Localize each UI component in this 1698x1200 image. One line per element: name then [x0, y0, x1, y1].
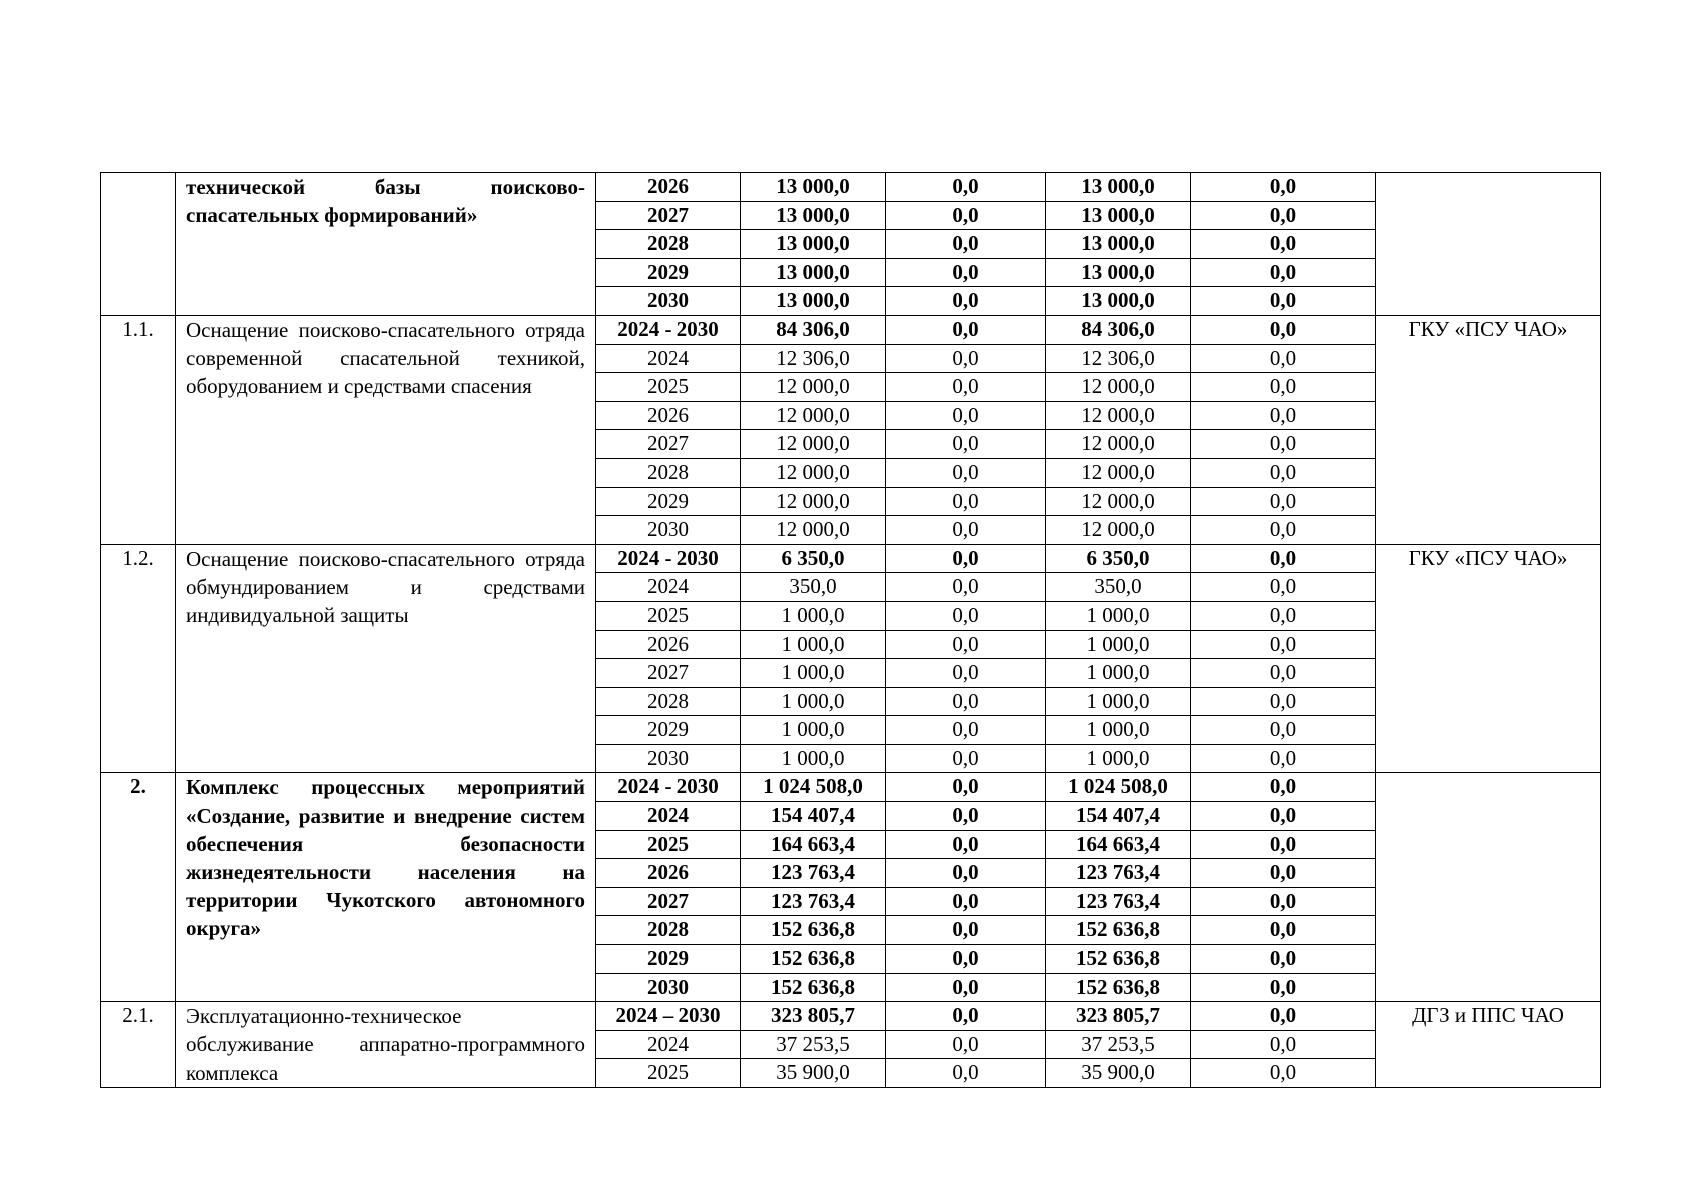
other-sources-cell: 0,0 [1191, 201, 1376, 230]
table-row [101, 315, 1601, 344]
federal-budget-cell: 0,0 [886, 630, 1046, 659]
regional-budget-cell: 1 000,0 [1046, 630, 1191, 659]
period-cell: 2027 [596, 201, 741, 230]
responsible-executor-cell: ГКУ «ПСУ ЧАО» [1376, 544, 1601, 773]
federal-budget-cell: 0,0 [886, 716, 1046, 745]
period-cell: 2026 [596, 173, 741, 202]
other-sources-cell: 0,0 [1191, 887, 1376, 916]
other-sources-cell: 0,0 [1191, 287, 1376, 316]
federal-budget-cell: 0,0 [886, 544, 1046, 573]
federal-budget-cell: 0,0 [886, 373, 1046, 402]
responsible-executor-cell [1376, 773, 1601, 1002]
regional-budget-cell: 13 000,0 [1046, 230, 1191, 259]
regional-budget-cell: 13 000,0 [1046, 201, 1191, 230]
total-amount-cell: 152 636,8 [741, 973, 886, 1002]
table-row [101, 1002, 1601, 1031]
regional-budget-cell: 323 805,7 [1046, 1002, 1191, 1031]
period-cell: 2024 - 2030 [596, 773, 741, 802]
total-amount-cell: 152 636,8 [741, 945, 886, 974]
total-amount-cell: 13 000,0 [741, 173, 886, 202]
other-sources-cell: 0,0 [1191, 544, 1376, 573]
period-cell: 2025 [596, 601, 741, 630]
period-cell: 2028 [596, 916, 741, 945]
regional-budget-cell: 13 000,0 [1046, 173, 1191, 202]
period-cell: 2024 [596, 344, 741, 373]
period-cell: 2024 - 2030 [596, 315, 741, 344]
period-cell: 2029 [596, 945, 741, 974]
other-sources-cell: 0,0 [1191, 173, 1376, 202]
responsible-executor-cell: ДГЗ и ППС ЧАО [1376, 1002, 1601, 1088]
regional-budget-cell: 12 000,0 [1046, 487, 1191, 516]
other-sources-cell: 0,0 [1191, 601, 1376, 630]
regional-budget-cell: 6 350,0 [1046, 544, 1191, 573]
regional-budget-cell: 152 636,8 [1046, 916, 1191, 945]
total-amount-cell: 12 000,0 [741, 401, 886, 430]
item-description-cell: Оснащение поисково-спасательного отряда обмундированием и средствами индивидуальной защиты [176, 544, 596, 773]
total-amount-cell: 84 306,0 [741, 315, 886, 344]
item-description-cell: Оснащение поисково-спасательного отряда современной спасательной техникой, оборудованием и средствами спасения [176, 315, 596, 544]
other-sources-cell: 0,0 [1191, 230, 1376, 259]
period-cell: 2028 [596, 230, 741, 259]
regional-budget-cell: 350,0 [1046, 573, 1191, 602]
total-amount-cell: 1 000,0 [741, 630, 886, 659]
other-sources-cell: 0,0 [1191, 773, 1376, 802]
regional-budget-cell: 13 000,0 [1046, 258, 1191, 287]
period-cell: 2030 [596, 973, 741, 1002]
regional-budget-cell: 1 000,0 [1046, 601, 1191, 630]
federal-budget-cell: 0,0 [886, 887, 1046, 916]
financing-table [100, 172, 1601, 1088]
table-row [101, 544, 1601, 573]
other-sources-cell: 0,0 [1191, 716, 1376, 745]
federal-budget-cell: 0,0 [886, 687, 1046, 716]
total-amount-cell: 1 000,0 [741, 744, 886, 773]
other-sources-cell: 0,0 [1191, 516, 1376, 545]
regional-budget-cell: 1 000,0 [1046, 659, 1191, 688]
other-sources-cell: 0,0 [1191, 945, 1376, 974]
period-cell: 2030 [596, 287, 741, 316]
period-cell: 2027 [596, 659, 741, 688]
federal-budget-cell: 0,0 [886, 315, 1046, 344]
total-amount-cell: 1 000,0 [741, 601, 886, 630]
federal-budget-cell: 0,0 [886, 401, 1046, 430]
regional-budget-cell: 12 000,0 [1046, 430, 1191, 459]
total-amount-cell: 152 636,8 [741, 916, 886, 945]
other-sources-cell: 0,0 [1191, 458, 1376, 487]
federal-budget-cell: 0,0 [886, 344, 1046, 373]
federal-budget-cell: 0,0 [886, 258, 1046, 287]
regional-budget-cell: 123 763,4 [1046, 887, 1191, 916]
total-amount-cell: 1 024 508,0 [741, 773, 886, 802]
other-sources-cell: 0,0 [1191, 802, 1376, 831]
total-amount-cell: 13 000,0 [741, 258, 886, 287]
regional-budget-cell: 1 024 508,0 [1046, 773, 1191, 802]
federal-budget-cell: 0,0 [886, 487, 1046, 516]
total-amount-cell: 123 763,4 [741, 887, 886, 916]
federal-budget-cell: 0,0 [886, 744, 1046, 773]
federal-budget-cell: 0,0 [886, 945, 1046, 974]
item-number-cell: 1.1. [101, 315, 176, 544]
table-row [101, 173, 1601, 202]
total-amount-cell: 12 000,0 [741, 458, 886, 487]
regional-budget-cell: 12 306,0 [1046, 344, 1191, 373]
total-amount-cell: 323 805,7 [741, 1002, 886, 1031]
federal-budget-cell: 0,0 [886, 830, 1046, 859]
responsible-executor-cell [1376, 173, 1601, 316]
federal-budget-cell: 0,0 [886, 1030, 1046, 1059]
regional-budget-cell: 1 000,0 [1046, 687, 1191, 716]
item-number-cell: 2. [101, 773, 176, 1002]
total-amount-cell: 37 253,5 [741, 1030, 886, 1059]
total-amount-cell: 35 900,0 [741, 1059, 886, 1088]
federal-budget-cell: 0,0 [886, 802, 1046, 831]
other-sources-cell: 0,0 [1191, 687, 1376, 716]
other-sources-cell: 0,0 [1191, 1059, 1376, 1088]
total-amount-cell: 123 763,4 [741, 859, 886, 888]
regional-budget-cell: 35 900,0 [1046, 1059, 1191, 1088]
federal-budget-cell: 0,0 [886, 430, 1046, 459]
period-cell: 2024 [596, 573, 741, 602]
period-cell: 2024 [596, 1030, 741, 1059]
regional-budget-cell: 84 306,0 [1046, 315, 1191, 344]
other-sources-cell: 0,0 [1191, 973, 1376, 1002]
federal-budget-cell: 0,0 [886, 573, 1046, 602]
period-cell: 2026 [596, 630, 741, 659]
other-sources-cell: 0,0 [1191, 373, 1376, 402]
federal-budget-cell: 0,0 [886, 516, 1046, 545]
regional-budget-cell: 12 000,0 [1046, 401, 1191, 430]
total-amount-cell: 1 000,0 [741, 687, 886, 716]
item-description-cell: Комплекс процессных мероприятий «Создание, развитие и внедрение систем обеспечения безопасности жизнедеятельности населения на территории Чукотского автономного округа» [176, 773, 596, 1002]
other-sources-cell: 0,0 [1191, 859, 1376, 888]
period-cell: 2030 [596, 516, 741, 545]
item-description-cell: технической базы поисково-спасательных формирований» [176, 173, 596, 316]
total-amount-cell: 13 000,0 [741, 230, 886, 259]
federal-budget-cell: 0,0 [886, 173, 1046, 202]
other-sources-cell: 0,0 [1191, 573, 1376, 602]
table-row [101, 773, 1601, 802]
table-body [101, 173, 1601, 1088]
period-cell: 2029 [596, 716, 741, 745]
other-sources-cell: 0,0 [1191, 1002, 1376, 1031]
period-cell: 2027 [596, 887, 741, 916]
regional-budget-cell: 154 407,4 [1046, 802, 1191, 831]
period-cell: 2029 [596, 258, 741, 287]
period-cell: 2025 [596, 373, 741, 402]
other-sources-cell: 0,0 [1191, 1030, 1376, 1059]
period-cell: 2026 [596, 401, 741, 430]
regional-budget-cell: 1 000,0 [1046, 716, 1191, 745]
period-cell: 2025 [596, 830, 741, 859]
period-cell: 2024 - 2030 [596, 544, 741, 573]
regional-budget-cell: 37 253,5 [1046, 1030, 1191, 1059]
other-sources-cell: 0,0 [1191, 630, 1376, 659]
regional-budget-cell: 152 636,8 [1046, 945, 1191, 974]
total-amount-cell: 12 000,0 [741, 487, 886, 516]
federal-budget-cell: 0,0 [886, 659, 1046, 688]
total-amount-cell: 1 000,0 [741, 716, 886, 745]
regional-budget-cell: 123 763,4 [1046, 859, 1191, 888]
regional-budget-cell: 13 000,0 [1046, 287, 1191, 316]
period-cell: 2026 [596, 859, 741, 888]
total-amount-cell: 13 000,0 [741, 201, 886, 230]
federal-budget-cell: 0,0 [886, 859, 1046, 888]
federal-budget-cell: 0,0 [886, 201, 1046, 230]
federal-budget-cell: 0,0 [886, 601, 1046, 630]
period-cell: 2025 [596, 1059, 741, 1088]
responsible-executor-cell: ГКУ «ПСУ ЧАО» [1376, 315, 1601, 544]
total-amount-cell: 12 000,0 [741, 373, 886, 402]
other-sources-cell: 0,0 [1191, 401, 1376, 430]
total-amount-cell: 12 000,0 [741, 516, 886, 545]
total-amount-cell: 154 407,4 [741, 802, 886, 831]
federal-budget-cell: 0,0 [886, 230, 1046, 259]
federal-budget-cell: 0,0 [886, 287, 1046, 316]
total-amount-cell: 13 000,0 [741, 287, 886, 316]
other-sources-cell: 0,0 [1191, 659, 1376, 688]
total-amount-cell: 12 000,0 [741, 430, 886, 459]
total-amount-cell: 164 663,4 [741, 830, 886, 859]
other-sources-cell: 0,0 [1191, 258, 1376, 287]
federal-budget-cell: 0,0 [886, 458, 1046, 487]
federal-budget-cell: 0,0 [886, 916, 1046, 945]
period-cell: 2024 [596, 802, 741, 831]
other-sources-cell: 0,0 [1191, 487, 1376, 516]
item-number-cell: 2.1. [101, 1002, 176, 1088]
regional-budget-cell: 12 000,0 [1046, 458, 1191, 487]
total-amount-cell: 1 000,0 [741, 659, 886, 688]
period-cell: 2028 [596, 458, 741, 487]
other-sources-cell: 0,0 [1191, 430, 1376, 459]
regional-budget-cell: 12 000,0 [1046, 516, 1191, 545]
item-description-cell: Эксплуатационно-техническое обслуживание аппаратно-программного комплекса [176, 1002, 596, 1088]
other-sources-cell: 0,0 [1191, 344, 1376, 373]
regional-budget-cell: 152 636,8 [1046, 973, 1191, 1002]
other-sources-cell: 0,0 [1191, 830, 1376, 859]
period-cell: 2028 [596, 687, 741, 716]
regional-budget-cell: 164 663,4 [1046, 830, 1191, 859]
federal-budget-cell: 0,0 [886, 773, 1046, 802]
period-cell: 2030 [596, 744, 741, 773]
regional-budget-cell: 12 000,0 [1046, 373, 1191, 402]
federal-budget-cell: 0,0 [886, 1002, 1046, 1031]
other-sources-cell: 0,0 [1191, 315, 1376, 344]
other-sources-cell: 0,0 [1191, 916, 1376, 945]
federal-budget-cell: 0,0 [886, 973, 1046, 1002]
federal-budget-cell: 0,0 [886, 1059, 1046, 1088]
item-number-cell [101, 173, 176, 316]
period-cell: 2024 – 2030 [596, 1002, 741, 1031]
total-amount-cell: 350,0 [741, 573, 886, 602]
item-number-cell: 1.2. [101, 544, 176, 773]
total-amount-cell: 12 306,0 [741, 344, 886, 373]
regional-budget-cell: 1 000,0 [1046, 744, 1191, 773]
period-cell: 2027 [596, 430, 741, 459]
other-sources-cell: 0,0 [1191, 744, 1376, 773]
period-cell: 2029 [596, 487, 741, 516]
total-amount-cell: 6 350,0 [741, 544, 886, 573]
